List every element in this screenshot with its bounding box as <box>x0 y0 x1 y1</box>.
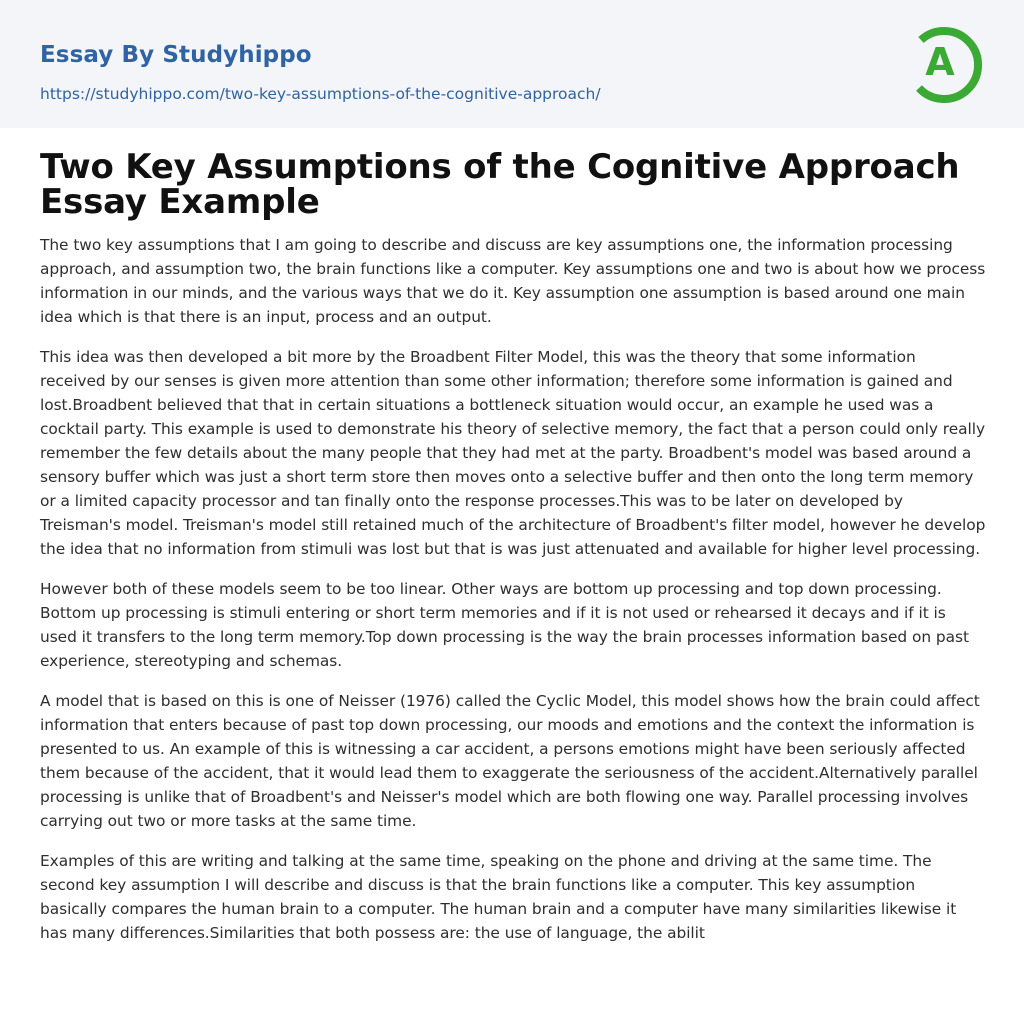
site-title[interactable]: Essay By Studyhippo <box>40 42 312 68</box>
page-title: Two Key Assumptions of the Cognitive Approach Essay Example <box>40 147 960 222</box>
essay-content <box>40 147 986 961</box>
essay-paragraph: The two key assumptions that I am going to describe and discuss are key assumptions one, the information processing approach, and assumption two, the brain functions like a computer. Key assumptions one and two is about how we process information in our minds, and the various ways that we do it. Key assumption one assumption is based around one main idea which is that there is an input, process and an output. <box>40 236 986 326</box>
site-header <box>0 0 1024 128</box>
page-url-link[interactable]: https://studyhippo.com/two-key-assumptions-of-the-cognitive-approach/ <box>40 85 601 103</box>
studyhippo-logo[interactable] <box>903 18 987 106</box>
logo-letter: A <box>925 40 955 84</box>
essay-paragraph: This idea was then developed a bit more by the Broadbent Filter Model, this was the theory that some information received by our senses is given more attention than some other information; therefore some information is gained and lost.Broadbent believed that that in certain situations a bottleneck situation would occur, an example he used was a cocktail party. This example is used to demonstrate his theory of selective memory, the fact that a person could only really remember the few details about the many people that they had met at the party. Broadbent's model was based around a sensory buffer which was just a short term store then moves onto a selective buffer and then onto the long term memory or a limited capacity processor and tan finally onto the response processes.This was to be later on developed by Treisman's model. Treisman's model still retained much of the architecture of Broadbent's filter model, however he develop the idea that no information from stimuli was lost but that is was just attenuated and available for higher level processing. <box>40 348 986 558</box>
essay-paragraph: A model that is based on this is one of Neisser (1976) called the Cyclic Model, this model shows how the brain could affect information that enters because of past top down processing, our moods and emotions and the context the information is presented to us. An example of this is witnessing a car accident, a persons emotions might have been seriously affected them because of the accident, that it would lead them to exaggerate the seriousness of the accident.Alternatively parallel processing is unlike that of Broadbent's and Neisser's model which are both flowing one way. Parallel processing involves carrying out two or more tasks at the same time. <box>40 692 980 830</box>
essay-paragraph: However both of these models seem to be too linear. Other ways are bottom up processing and top down processing. Bottom up processing is stimuli entering or short term memories and if it is not used or rehearsed it decays and if it is used it transfers to the long term memory.Top down processing is the way the brain processes information based on past experience, stereotyping and schemas. <box>40 580 969 670</box>
logo-ring-icon <box>903 18 987 106</box>
essay-paragraph: Examples of this are writing and talking at the same time, speaking on the phone and driving at the same time. The second key assumption I will describe and discuss is that the brain functions like a computer. This key assumption basically compares the human brain to a computer. The human brain and a computer have many similarities likewise it has many differences.Similarities that both possess are: the use of language, the abilit <box>40 852 957 942</box>
